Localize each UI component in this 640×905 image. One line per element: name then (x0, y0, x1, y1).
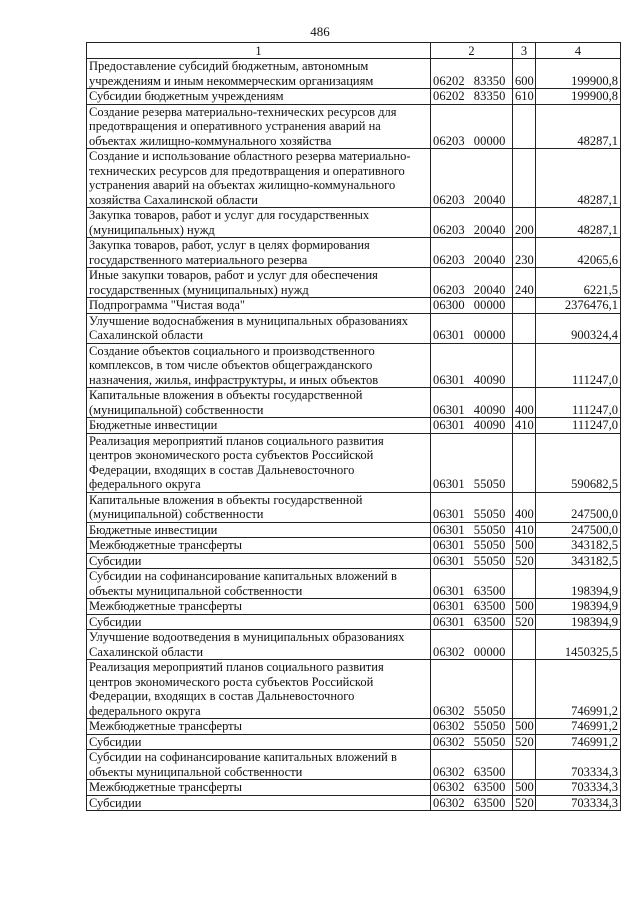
table-body (87, 59, 621, 811)
row-code-direction: 55050 (473, 703, 506, 718)
row-code-program: 06301 (433, 328, 465, 342)
row-code-direction: 83350 (473, 73, 506, 88)
row-amount: 247500,0 (536, 522, 621, 538)
row-name: Межбюджетные трансферты (87, 599, 431, 615)
row-name: Субсидии (87, 553, 431, 569)
row-expense-type: 410 (513, 522, 536, 538)
row-code (431, 734, 513, 750)
row-code (431, 780, 513, 796)
row-amount: 703334,3 (536, 780, 621, 796)
row-amount: 48287,1 (536, 149, 621, 208)
row-code-direction: 40090 (473, 418, 506, 432)
row-code (431, 418, 513, 434)
table-row (87, 89, 621, 105)
row-amount: 703334,3 (536, 795, 621, 811)
table-row (87, 433, 621, 492)
row-code-program: 06302 (433, 795, 465, 810)
row-name: Иные закупки товаров, работ и услуг для обеспечения государственных (муниципальных) нужд (87, 268, 431, 298)
row-expense-type (513, 660, 536, 719)
table-row (87, 208, 621, 238)
row-name: Капитальные вложения в объекты государственной (муниципальной) собственности (87, 388, 431, 418)
table-row (87, 750, 621, 780)
row-code-direction: 20040 (473, 282, 506, 297)
row-code-program: 06301 (433, 372, 465, 387)
table-row (87, 780, 621, 796)
row-code (431, 492, 513, 522)
row-expense-type: 500 (513, 780, 536, 796)
row-code (431, 89, 513, 105)
row-code-program: 06301 (433, 402, 465, 417)
table-header-row (87, 43, 621, 59)
row-amount: 199900,8 (536, 89, 621, 105)
table-row (87, 630, 621, 660)
table-row (87, 104, 621, 149)
row-code-program: 06301 (433, 538, 465, 552)
table-row (87, 388, 621, 418)
row-code-program: 06203 (433, 133, 465, 148)
row-code-direction: 55050 (473, 538, 506, 552)
row-code-program: 06302 (433, 734, 465, 749)
row-name: Субсидии (87, 734, 431, 750)
row-name: Реализация мероприятий планов социального развития центров экономического роста субъектов Российской Федерации, входящих в состав Дальневосточного федерального округа (87, 433, 431, 492)
row-code-direction: 63500 (473, 614, 506, 629)
row-code (431, 569, 513, 599)
table-row (87, 553, 621, 569)
row-code (431, 104, 513, 149)
row-expense-type: 500 (513, 538, 536, 554)
row-expense-type: 410 (513, 418, 536, 434)
row-code-program: 06302 (433, 719, 465, 733)
row-code (431, 313, 513, 343)
row-code-direction: 55050 (473, 553, 506, 568)
table-row (87, 660, 621, 719)
row-expense-type: 520 (513, 614, 536, 630)
row-name: Бюджетные инвестиции (87, 522, 431, 538)
table-row (87, 343, 621, 388)
row-code-direction: 20040 (473, 252, 506, 267)
row-name: Бюджетные инвестиции (87, 418, 431, 434)
table-row (87, 418, 621, 434)
row-expense-type: 230 (513, 238, 536, 268)
row-code-direction: 55050 (473, 522, 506, 537)
row-name: Межбюджетные трансферты (87, 538, 431, 554)
row-code-direction: 40090 (473, 372, 506, 387)
row-code-direction: 40090 (473, 402, 506, 417)
table-row (87, 59, 621, 89)
row-expense-type (513, 313, 536, 343)
row-expense-type (513, 433, 536, 492)
row-expense-type: 520 (513, 553, 536, 569)
header-code-column: 2 (431, 43, 513, 59)
table-row (87, 268, 621, 298)
row-code (431, 599, 513, 615)
row-name: Улучшение водоснабжения в муниципальных образованиях Сахалинской области (87, 313, 431, 343)
row-expense-type: 500 (513, 719, 536, 735)
row-code-program: 06202 (433, 89, 465, 103)
row-amount: 343182,5 (536, 538, 621, 554)
row-code-direction: 63500 (473, 780, 506, 794)
row-expense-type (513, 149, 536, 208)
row-code-program: 06301 (433, 583, 465, 598)
row-code (431, 388, 513, 418)
row-code-direction: 55050 (473, 477, 506, 491)
row-code-direction: 00000 (473, 644, 506, 659)
row-amount: 2376476,1 (536, 298, 621, 314)
page-number: 486 (310, 24, 330, 39)
table-row (87, 719, 621, 735)
table-row (87, 313, 621, 343)
row-code (431, 238, 513, 268)
row-code-direction: 63500 (473, 795, 506, 810)
header-amount-column: 4 (536, 43, 621, 59)
row-code-direction: 55050 (473, 734, 506, 749)
row-amount: 111247,0 (536, 418, 621, 434)
row-amount: 6221,5 (536, 268, 621, 298)
row-code-direction: 83350 (473, 89, 506, 103)
row-code (431, 343, 513, 388)
row-amount: 343182,5 (536, 553, 621, 569)
row-expense-type (513, 630, 536, 660)
row-code-program: 06203 (433, 282, 465, 297)
row-name: Улучшение водоотведения в муниципальных образованиях Сахалинской области (87, 630, 431, 660)
row-amount: 198394,9 (536, 614, 621, 630)
row-expense-type: 520 (513, 734, 536, 750)
row-name: Субсидии (87, 795, 431, 811)
row-code-program: 06302 (433, 703, 465, 718)
row-code (431, 208, 513, 238)
row-code (431, 614, 513, 630)
row-name: Создание резерва материально-технических ресурсов для предотвращения и оперативного устранения аварий на объектах жилищно-коммунального хозяйства (87, 104, 431, 149)
row-code-direction: 00000 (473, 133, 506, 148)
row-name: Подпрограмма "Чистая вода" (87, 298, 431, 314)
row-amount: 590682,5 (536, 433, 621, 492)
row-amount: 111247,0 (536, 343, 621, 388)
row-code-direction: 20040 (473, 192, 506, 207)
row-amount: 746991,2 (536, 734, 621, 750)
row-name: Создание и использование областного резерва материально-технических ресурсов для предотвращения и оперативного устранения аварий на объектах жилищно-коммунального хозяйства Сахалинской области (87, 149, 431, 208)
row-name: Предоставление субсидий бюджетным, автономным учреждениям и иным некоммерческим организациям (87, 59, 431, 89)
table-row (87, 734, 621, 750)
row-name: Субсидии бюджетным учреждениям (87, 89, 431, 105)
row-code-direction: 63500 (473, 764, 506, 779)
row-expense-type: 240 (513, 268, 536, 298)
row-code-program: 06301 (433, 507, 465, 521)
row-code-direction: 00000 (473, 298, 506, 312)
row-name: Субсидии (87, 614, 431, 630)
row-code-program: 06203 (433, 222, 465, 237)
row-code-program: 06301 (433, 614, 465, 629)
row-code (431, 268, 513, 298)
row-name: Закупка товаров, работ, услуг в целях формирования государственного материального резерва (87, 238, 431, 268)
row-expense-type: 200 (513, 208, 536, 238)
row-code-program: 06301 (433, 418, 465, 432)
row-code (431, 433, 513, 492)
row-code-direction: 63500 (473, 599, 506, 613)
row-expense-type: 500 (513, 599, 536, 615)
row-expense-type: 610 (513, 89, 536, 105)
row-code-program: 06302 (433, 780, 465, 794)
row-name: Межбюджетные трансферты (87, 719, 431, 735)
table-row (87, 795, 621, 811)
table-row (87, 298, 621, 314)
row-code-program: 06300 (433, 298, 465, 312)
row-code (431, 538, 513, 554)
row-code-direction: 20040 (473, 222, 506, 237)
row-amount: 199900,8 (536, 59, 621, 89)
row-code (431, 630, 513, 660)
row-amount: 198394,9 (536, 569, 621, 599)
row-code-program: 06203 (433, 192, 465, 207)
row-amount: 48287,1 (536, 208, 621, 238)
row-code-program: 06301 (433, 522, 465, 537)
row-name: Субсидии на софинансирование капитальных вложений в объекты муниципальной собственности (87, 750, 431, 780)
row-code-program: 06302 (433, 644, 465, 659)
row-amount: 42065,6 (536, 238, 621, 268)
header-name-column: 1 (87, 43, 431, 59)
row-expense-type: 520 (513, 795, 536, 811)
row-expense-type (513, 569, 536, 599)
table-row (87, 599, 621, 615)
row-code-program: 06301 (433, 553, 465, 568)
table-row (87, 569, 621, 599)
row-code-direction: 55050 (473, 719, 506, 733)
table-row (87, 614, 621, 630)
row-name: Закупка товаров, работ и услуг для государственных (муниципальных) нужд (87, 208, 431, 238)
row-code (431, 660, 513, 719)
row-code-direction: 55050 (473, 507, 506, 521)
row-code (431, 719, 513, 735)
row-name: Создание объектов социального и производственного комплексов, в том числе объектов общегражданского назначения, жилья, инфраструктуры, и иных объектов (87, 343, 431, 388)
row-code (431, 522, 513, 538)
row-code (431, 750, 513, 780)
row-code (431, 298, 513, 314)
row-code (431, 59, 513, 89)
table-row (87, 522, 621, 538)
row-expense-type: 400 (513, 492, 536, 522)
row-expense-type (513, 750, 536, 780)
row-expense-type: 400 (513, 388, 536, 418)
row-amount: 111247,0 (536, 388, 621, 418)
row-code-program: 06203 (433, 252, 465, 267)
budget-table (86, 42, 621, 811)
row-code (431, 795, 513, 811)
row-amount: 198394,9 (536, 599, 621, 615)
row-amount: 746991,2 (536, 660, 621, 719)
row-code-direction: 63500 (473, 583, 506, 598)
row-code-program: 06202 (433, 73, 465, 88)
table-row (87, 538, 621, 554)
table-row (87, 149, 621, 208)
row-code (431, 553, 513, 569)
row-amount: 703334,3 (536, 750, 621, 780)
row-code-program: 06301 (433, 599, 465, 613)
table-row (87, 492, 621, 522)
row-expense-type: 600 (513, 59, 536, 89)
row-name: Капитальные вложения в объекты государственной (муниципальной) собственности (87, 492, 431, 522)
row-code-program: 06301 (433, 477, 465, 491)
row-name: Субсидии на софинансирование капитальных вложений в объекты муниципальной собственности (87, 569, 431, 599)
row-code-program: 06302 (433, 764, 465, 779)
row-amount: 746991,2 (536, 719, 621, 735)
row-expense-type (513, 104, 536, 149)
row-amount: 900324,4 (536, 313, 621, 343)
row-name: Межбюджетные трансферты (87, 780, 431, 796)
row-expense-type (513, 343, 536, 388)
row-code-direction: 00000 (473, 328, 506, 342)
table-row (87, 238, 621, 268)
row-amount: 247500,0 (536, 492, 621, 522)
row-amount: 48287,1 (536, 104, 621, 149)
header-type-column: 3 (513, 43, 536, 59)
row-expense-type (513, 298, 536, 314)
row-code (431, 149, 513, 208)
row-amount: 1450325,5 (536, 630, 621, 660)
row-name: Реализация мероприятий планов социального развития центров экономического роста субъектов Российской Федерации, входящих в состав Дальневосточного федерального округа (87, 660, 431, 719)
